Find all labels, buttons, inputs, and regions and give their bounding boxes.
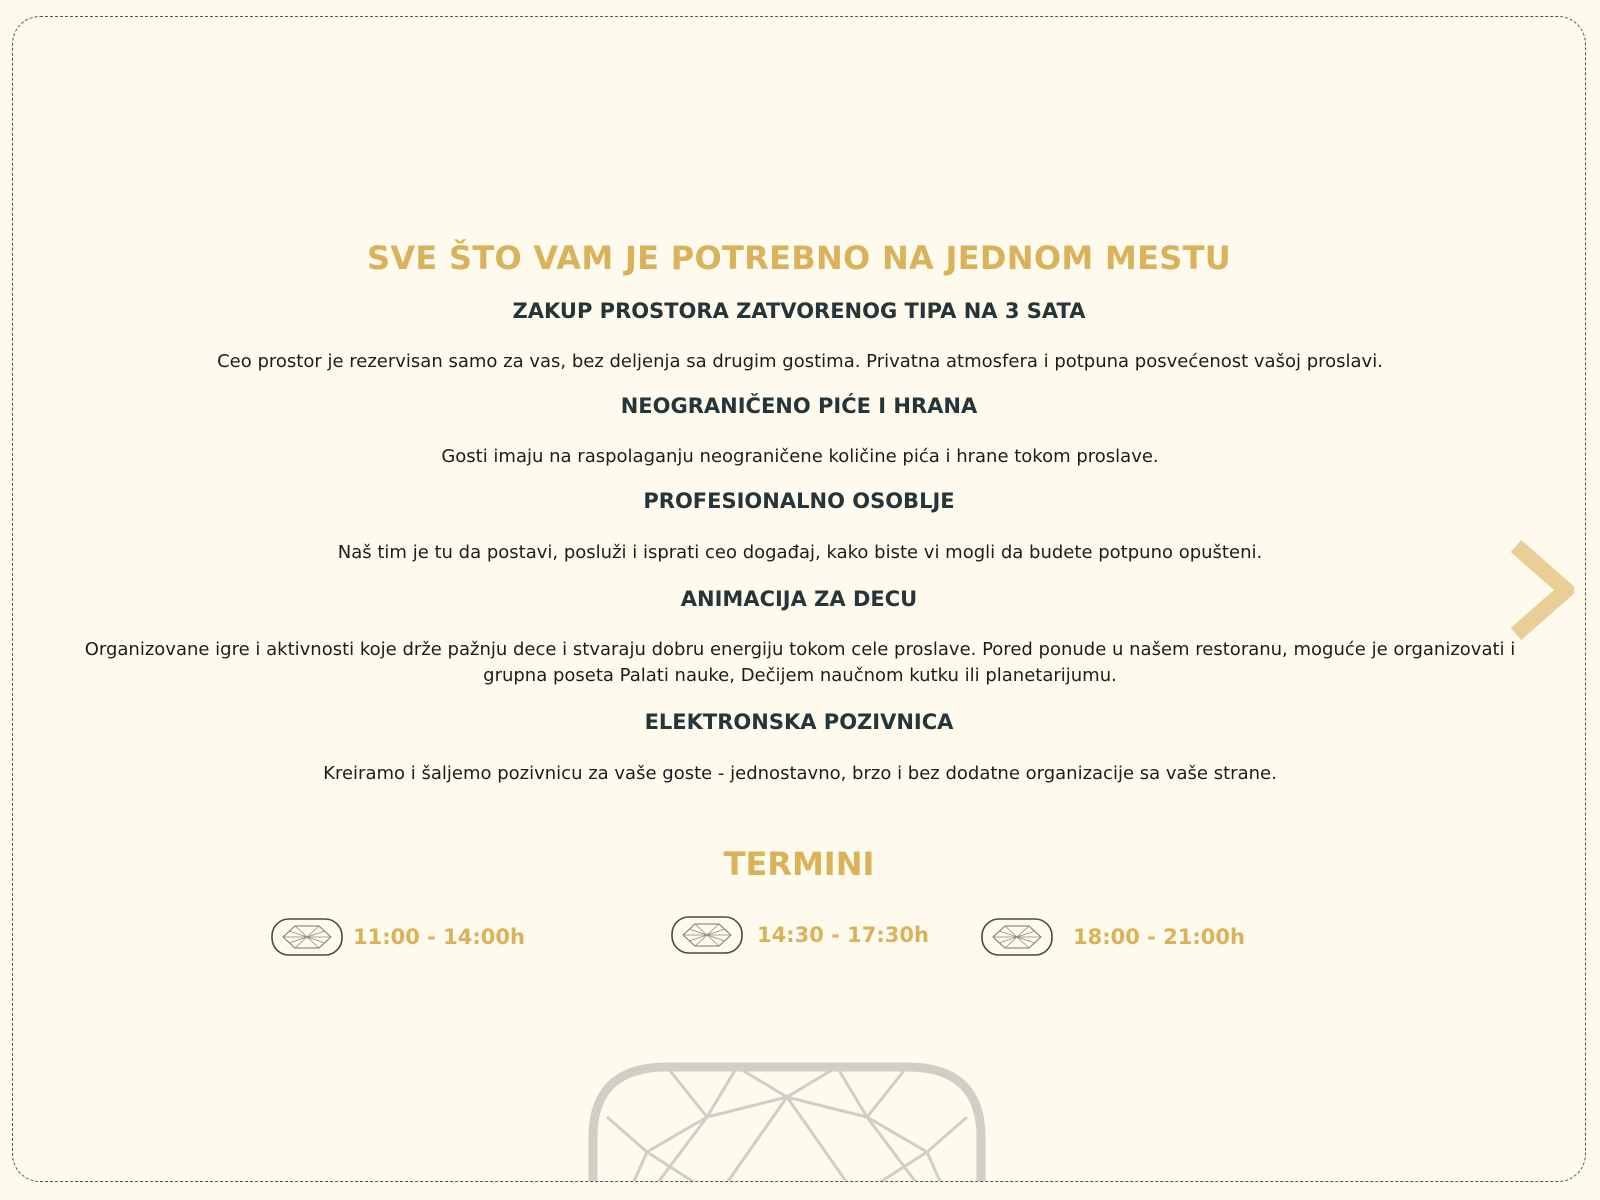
time-slot-label: 18:00 - 21:00h [1073, 925, 1245, 949]
time-slot-1[interactable] [271, 917, 525, 957]
gem-icon [981, 918, 1053, 956]
gem-icon [271, 918, 343, 956]
chevron-right-icon[interactable] [1510, 540, 1574, 640]
page-frame [12, 16, 1586, 1182]
feature-title-food: NEOGRANIČENO PIĆE I HRANA [620, 394, 978, 418]
feature-title-invitation: ELEKTRONSKA POZIVNICA [644, 710, 954, 734]
feature-text-food: Gosti imaju na raspolaganju neograničene količine pića i hrane tokom proslave. [441, 446, 1159, 467]
main-heading: SVE ŠTO VAM JE POTREBNO NA JEDNOM MESTU [366, 239, 1232, 277]
feature-text-space: Ceo prostor je rezervisan samo za vas, bez deljenja sa drugim gostima. Privatna atmosfera i potpuna posvećenost vašoj proslavi. [217, 351, 1383, 372]
feature-title-staff: PROFESIONALNO OSOBLJE [643, 489, 955, 513]
gem-icon [587, 1057, 987, 1182]
time-slot-label: 11:00 - 14:00h [353, 925, 525, 949]
feature-text-animation: Organizovane igre i aktivnosti koje drže pažnju dece i stvaraju dobru energiju tokom cele proslave. Pored ponude u našem restoranu, moguće je organizovati i grupna poseta Palati nauke, Dečijem naučnom kutku ili planetarijumu. [84, 639, 1516, 686]
time-slot-3[interactable] [981, 917, 1245, 957]
feature-title-space: ZAKUP PROSTORA ZATVORENOG TIPA NA 3 SATA [512, 299, 1086, 323]
feature-text-invitation: Kreiramo i šaljemo pozivnicu za vaše goste - jednostavno, brzo i bez dodatne organizacije sa vaše strane. [323, 763, 1277, 784]
time-slot-label: 14:30 - 17:30h [757, 923, 929, 947]
feature-text-staff: Naš tim je tu da postavi, posluži i isprati ceo događaj, kako biste vi mogli da budete potpuno opušteni. [337, 542, 1263, 563]
gem-icon [671, 916, 743, 954]
feature-title-animation: ANIMACIJA ZA DECU [680, 587, 918, 611]
termini-heading: TERMINI [723, 845, 875, 883]
time-slot-2[interactable] [671, 915, 929, 955]
